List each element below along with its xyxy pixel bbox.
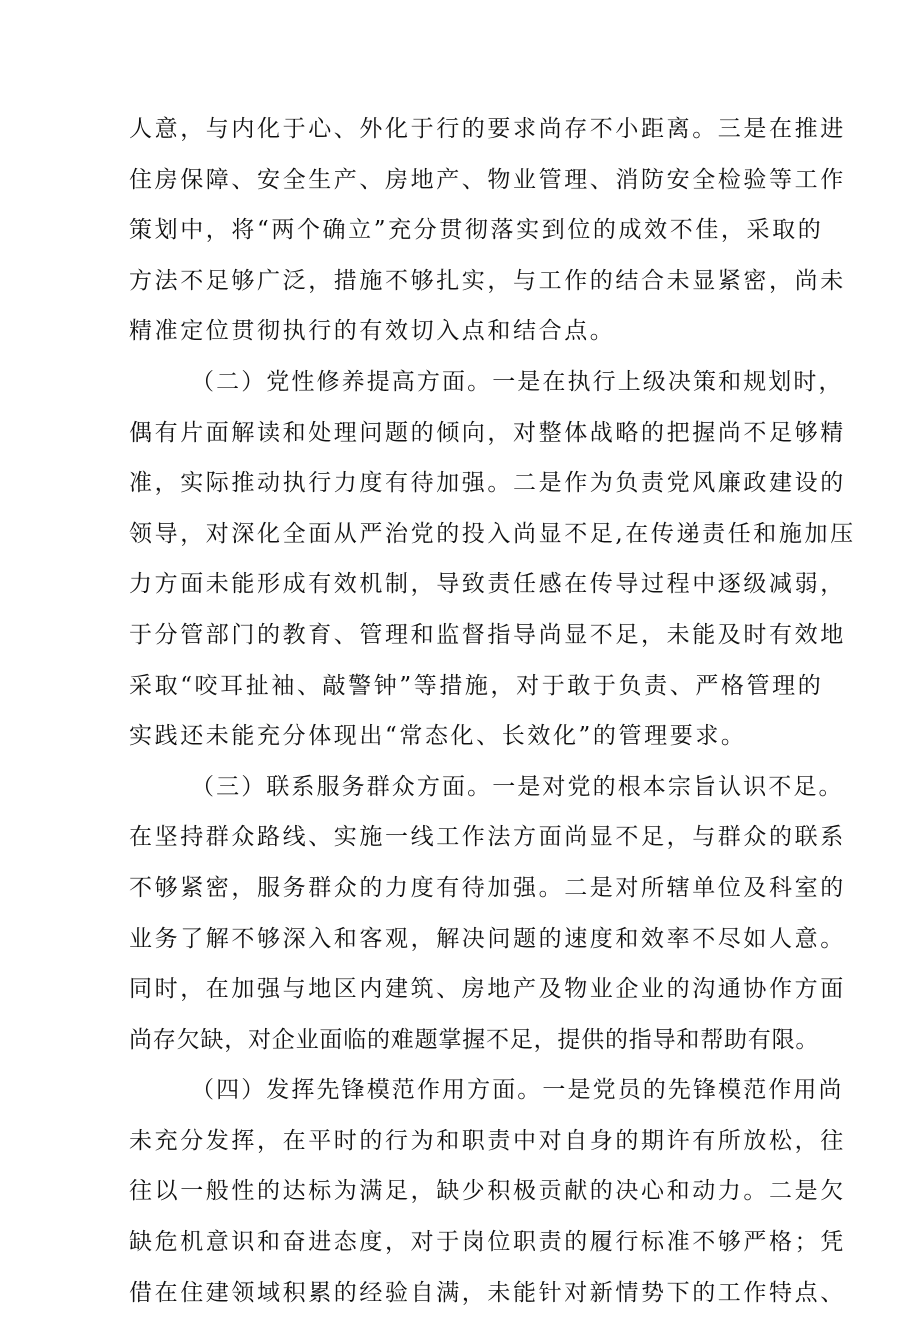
text-line: 方法不足够广泛，措施不够扎实，与工作的结合未显紧密，尚未 (129, 267, 846, 294)
text-line: 借在住建领域积累的经验自满，未能针对新情势下的工作特点、 (129, 1279, 846, 1306)
text-line: 人意，与内化于心、外化于行的要求尚存不小距离。三是在推进 (129, 116, 846, 142)
text-line: 往以一般性的达标为满足，缺少积极贡献的决心和动力。二是欠 (129, 1178, 846, 1205)
text-line: 未充分发挥，在平时的行为和职责中对自身的期许有所放松，往 (129, 1127, 846, 1154)
text-line: 采取“咬耳扯袖、敲警钟”等措施，对于敢于负责、严格管理的 (129, 672, 824, 699)
text-line: 同时，在加强与地区内建筑、房地产及物业企业的沟通协作方面 (129, 976, 846, 1003)
text-line: 业务了解不够深入和客观，解决问题的速度和效率不尽如人意。 (129, 925, 846, 952)
text-line: 策划中，将“两个确立”充分贯彻落实到位的成效不佳，采取的 (129, 217, 824, 244)
text-line: 领导，对深化全面从严治党的投入尚显不足,在传递责任和施加压 (129, 520, 856, 547)
text-line: 于分管部门的教育、管理和监督指导尚显不足，未能及时有效地 (129, 621, 846, 648)
text-line: 准，实际推动执行力度有待加强。二是作为负责党风廉政建设的 (129, 470, 846, 497)
text-line: 不够紧密，服务群众的力度有待加强。二是对所辖单位及科室的 (129, 874, 846, 901)
document-body (129, 104, 856, 1318)
paragraph-heading-line: （四）发挥先锋模范作用方面。一是党员的先锋模范作用尚 (191, 1077, 844, 1104)
text-line: 在坚持群众路线、实施一线工作法方面尚显不足，与群众的联系 (129, 824, 846, 851)
text-line: 实践还未能充分体现出“常态化、长效化”的管理要求。 (129, 723, 747, 750)
text-line: 力方面未能形成有效机制，导致责任感在传导过程中逐级减弱， (129, 571, 846, 598)
text-line: 精准定位贯彻执行的有效切入点和结合点。 (129, 318, 616, 345)
text-line: 偶有片面解读和处理问题的倾向，对整体战略的把握尚不足够精 (129, 419, 846, 446)
text-line: 住房保障、安全生产、房地产、物业管理、消防安全检验等工作 (129, 166, 846, 193)
text-line: 缺危机意识和奋进态度，对于岗位职责的履行标准不够严格；凭 (129, 1229, 846, 1256)
paragraph-heading-line: （三）联系服务群众方面。一是对党的根本宗旨认识不足。 (191, 773, 844, 800)
paragraph-heading-line: （二）党性修养提高方面。一是在执行上级决策和规划时， (191, 368, 844, 395)
text-line: 尚存欠缺，对企业面临的难题掌握不足，提供的指导和帮助有限。 (129, 1026, 820, 1053)
